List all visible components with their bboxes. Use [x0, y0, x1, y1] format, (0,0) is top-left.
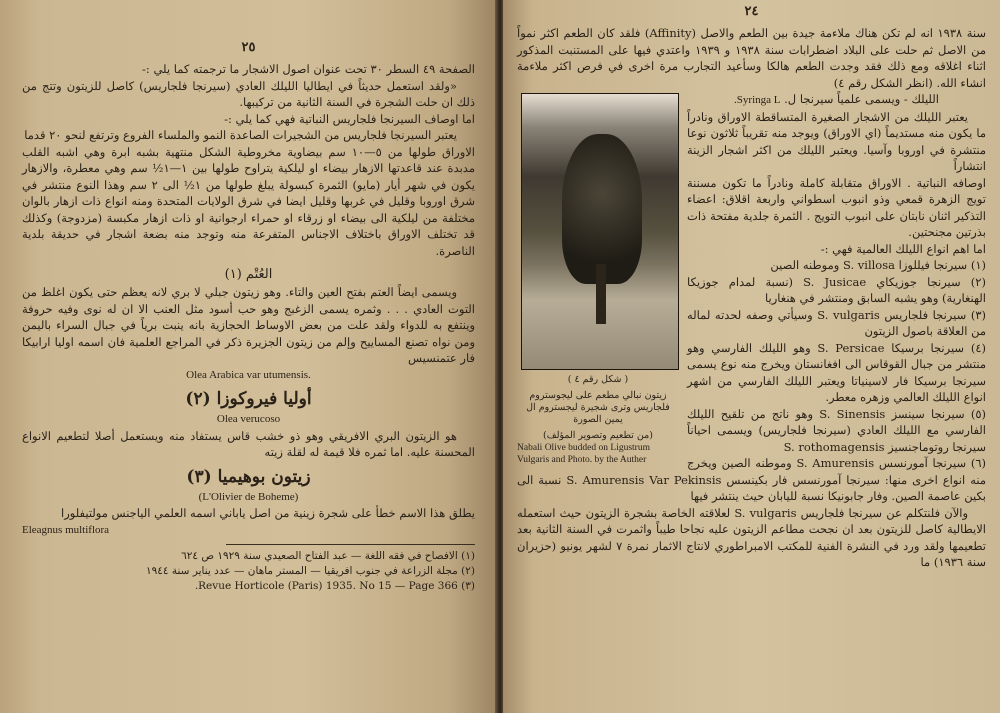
- description-paragraph: الاوراق طولها من ٥—١٠ سم بيضاوية مخروطية الشكل منتهية بشبه ابرة وهي اشبه القلب مدبدة عند قاعدتها الازهار بيضاء او ليلكية يتراوح طولها بين ١—١½ سم وهي معطرة، والازهار يكون في شهر أيار (مايو) الثمرة كبسولة يبلغ طولها من ١½ الى ٢ سم وهذا النوع منتشر في شرق اوروبا وقليل في غربها وقليل ايضا في شرق الولايات المتحدة ومنه انواع ذات ازهار بالوان مختلفة من ليلكية الى بيضاء او زرقاء او حمراء ارجوانية او ذات ازهار مكبسة (مزدوجة) وكذلك قد تختلف الاوراق باختلاف الاجناس المتفرعة منه وتوجد منه بضعة اشجار في حديقة بلدية الناصرة.: [22, 144, 476, 258]
- figure: [517, 93, 679, 466]
- left-page: [0, 0, 497, 713]
- description-paragraph: يعتبر السيرنجا فلجاريس من الشجيرات الصاعدة النمو والملساء الفروع وترتفع لنحو ٢٠ قدما: [24, 128, 457, 142]
- list-item: (٤) سيرنجا برسيكا S. Persicae وهو الليلك الفارسي وهو منتشر من جبال القوقاس الى افغانستان ويخرج منه نوع يسمى سيرنجا برسيكا فار لاسينياتا ويعتبر الليلك الفارسي من اشهر انواع الليلك العالمي وزهره معطر.: [687, 340, 986, 404]
- lilac-title: الليلك - ويسمى علمياً سيرنجا ل.: [784, 92, 939, 106]
- tree-trunk: [596, 264, 606, 324]
- section-title: زيتون بوهيميا (٣): [186, 466, 311, 487]
- paragraph: اوصافه النباتية . الاوراق متقابلة كاملة ونادراً ما تكون مسننة تويج الزهرة قمعي وذو انبوب اسطواني واربعة اقلاق: اعضاء التذكير اثنان نابتان على انبوب التويج . الثمرة جلدية مفتحة ذات بذرتين مجنحتين.: [687, 175, 986, 239]
- figure-caption-english: Nabali Olive budded on Ligustrum Vulgaris and Photo. by the Auther: [517, 443, 650, 465]
- footnote: (١) الافصاح في فقه اللغة — عبد الفتاح الصعيدي سنة ١٩٢٩ ص ٦٢٤: [181, 550, 475, 562]
- section-title: أوليا فيروكوزا (٢): [185, 389, 312, 409]
- paragraph: يعتبر الليلك من الاشجار الصغيرة المتساقطة الاوراق ونادراً ما يكون منه مستديماً (اي الاوراق) ويوجد منه تقريباً ثلاثون نوعا منتشرة في اوروبا وآسيا. ويعتبر الليلك من اكثر اشجار الزينة انتشاراً: [687, 109, 986, 173]
- scientific-name: Olea Arabica var utumensis.: [186, 368, 311, 381]
- scientific-name: (L'Olivier de Boheme): [198, 490, 299, 503]
- figure-caption: زيتون نبالي مطعم على ليجوستروم فلجاريس وترى شجيرة ليجستروم ال يمين الصورة: [526, 390, 670, 425]
- tree-canopy: [562, 134, 642, 284]
- section-body: هو الزيتون البري الافريقي وهو ذو خشب قاس يستفاد منه ويستعمل أصلا لتطعيم الانواع المحسنة عليه. اما ثمره فلا قيمة له لقلة زيته: [22, 428, 475, 459]
- paragraph: والآن فلنتكلم عن سيرنجا فلجاريس S. vulgaris لعلاقته الخاصة بشجرة الزيتون حيث استعمله الايطالية كاصل للزيتون بعد ان نجحت مطاعم الزيتون عليه نجاحا طيباً واثمرت في السنة الثانية بعد تطعيمها ولقد ورد في النشرة الفنية للمكتب الامبراطوري لانتاج الاثمار نمرة ٧ لشهر يونيو (حزيران سنة ١٩٣٦) ما: [517, 505, 986, 569]
- olive-tree-photo: [521, 93, 679, 370]
- quote-paragraph: «ولقد استعمل حديثاً في ايطاليا الليلك العادي (سيرنجا فلجاريس) كاصل للزيتون وتتج من ذلك ان حلت الشجرة في السنة الثانية من تركيبها.: [22, 78, 475, 109]
- intro-line: الصفحة ٤٩ السطر ٣٠ تحت عنوان اصول الاشجار ما ترجمته كما يلي :-: [142, 62, 475, 76]
- species-intro: اما اهم انواع الليلك العالمية فهي :-: [820, 241, 986, 256]
- list-item: (٣) سيرنجا فلجاريس S. vulgaris وسيأتي وصفه لحدته لماله من العلاقة باصول الزيتون: [687, 307, 986, 338]
- footnote: (٢) مجلة الزراعة في جنوب افريقيا — المستر ماهان — عدد يناير سنة ١٩٤٤: [145, 565, 475, 577]
- section-title: العُتْم (١): [224, 267, 273, 282]
- section-body: يطلق هذا الاسم خطأ على شجرة زينية من اصل ياباني اسمه العلمي الياجنس مولتيفلورا: [61, 506, 475, 520]
- page-number: ٢٤: [744, 4, 759, 19]
- list-item: (١) سيرنجا فيللوزا S. villosa وموطنه الصين: [770, 258, 986, 272]
- paragraph: سنة ١٩٣٨ انه لم تكن هناك ملاءمة جيدة بين الطعم والاصل (Affinity) فلقد كان الطعم اكثر نمواً من الاصل ثم حلت على البلاد اضطرابات سنة ١٩٣٨ و ١٩٣٩ واعتدي فيها على المستنبت المذكور اثناء اغلاقه ومع ذلك فقد وجدت الطعم هالكا وسأعيد التجارب مرة اخرى في فرص اكثر ملاءمة انشاء الله. (انظر الشكل رقم ٤): [517, 26, 986, 90]
- lilac-latin: Syringa L.: [734, 94, 781, 106]
- scientific-name: Olea verucoso: [216, 413, 281, 425]
- description-intro: اما اوصاف السيرنجا فلجاريس النباتية فهي كما يلي :-: [224, 111, 475, 126]
- footnote: (٣) Revue Horticole (Paris) 1935. No 15 — Page 366.: [194, 580, 475, 592]
- page-number: ٢٥: [241, 40, 256, 55]
- section-body: ويسمى ايضاً العتم بفتح العين والتاء. وهو زيتون جبلي لا بري لانه يعظم حتى يكون اغلظ من التوت العادي . . . وثمره يسمى الزغبج وهو حب أسود مثل العنب الا ان له نوى وفيه حروفة وينتفع به للدواء ولقد علت من بعض الاوساط الحجازية بانه ينبت برياً في جبال السراء باليمن ومن نواه تصنع المساييح وإلم من زيتون الجزيرة ذكر في المراجع العلمية فان اسمه اوليا ارابيكا فار عتمنسيس: [22, 285, 475, 365]
- figure-caption-number: ( شكل رقم ٤ ): [567, 374, 629, 385]
- list-item: (٥) سيرنجا سينسز S. Sinensis وهو ناتج من تلقيح الليلك الفارسي مع الليلك العادي (سيرنجا فلجاريس) ويسمى احياناً سيرنجا روتوماجنسيز S. rothomagensis: [687, 406, 987, 454]
- list-item: (٢) سيرنجا جوزيكاي S. Jusicae (نسبة لمدام جوزيكا الهنغارية) وهو يشبه السابق ومنتشر في هنغاريا: [687, 274, 986, 305]
- footnote-rule: [226, 544, 475, 545]
- list-item: (٦) سيرنجا آمورنسس S. Amurensis وموطنه الصين ويخرج منه انواع اخرى منها: سيرنجا آمورنسس فار بكينسس S. Amurensis Var Pekinsis نسبة الى بكين عاصمة الصين. وفار جابونيكا نسبة لليابان حيث ينتشر فيها: [517, 456, 986, 503]
- figure-credit: (من تطعيم وتصوير المؤلف): [543, 430, 653, 441]
- scientific-name: Eleagnus multiflora: [22, 523, 110, 536]
- right-page: [503, 0, 1000, 713]
